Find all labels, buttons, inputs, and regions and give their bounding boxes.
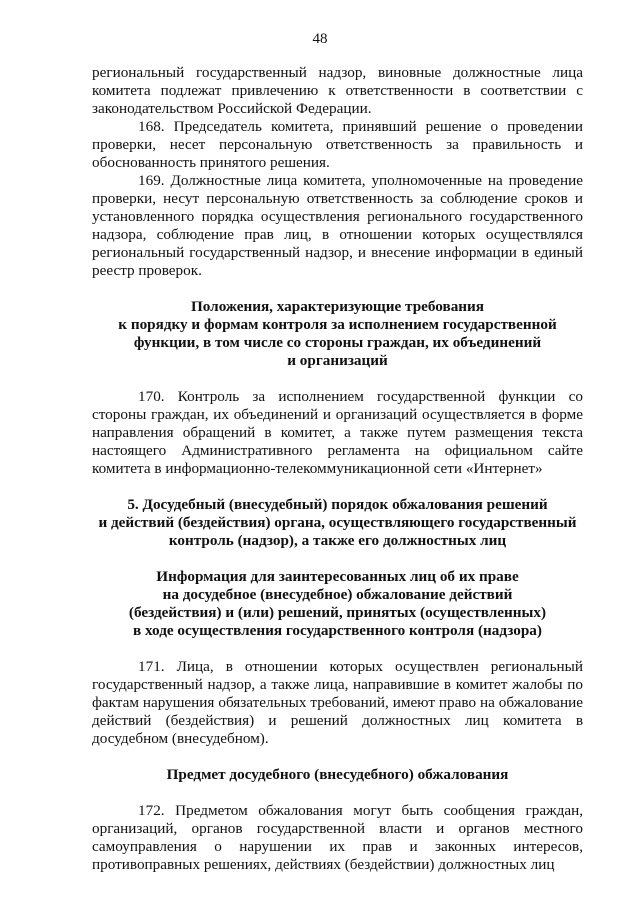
heading-line: в ходе осуществления государственного контроля (надзора) <box>133 622 542 639</box>
paragraph-172: 172. Предметом обжалования могут быть сообщения граждан, организаций, органов государственной власти и органов местного самоуправления о нарушении их прав и законных интересов, противоправных решениях, действиях (бездействии) должностных лиц <box>92 802 583 873</box>
heading-line: (бездействия) и (или) решений, принятых (осуществленных) <box>128 604 547 621</box>
heading-section-5 <box>92 496 583 550</box>
paragraph-171: 171. Лица, в отношении которых осуществлен региональный государственный надзор, а также лица, направившие в комитет жалобы по фактам нарушения обязательных требований, имеют право на обжалование действий (бездействия) и решений должностных лиц комитета в досудебном (внесудебном). <box>92 658 583 747</box>
paragraph-continuation: региональный государственный надзор, виновные должностные лица комитета подлежат привлечению к ответственности в соответствии с законодательством Российской Федерации. <box>92 64 583 117</box>
paragraph-169: 169. Должностные лица комитета, уполномоченные на проведение проверки, несут персональную ответственность за соблюдение сроков и установленного порядка осуществления регионального государственного надзора, соблюдение прав лиц, в отношении которых осуществлялся региональный государственный надзор, и внесение информации в единый реестр проверок. <box>92 172 583 279</box>
paragraph-170: 170. Контроль за исполнением государственной функции со стороны граждан, их объединений и организаций осуществляется в форме направления обращений в комитет, а также путем размещения текста настоящего Административного регламента на официальном сайте комитета в информационно-телекоммуникационной сети «Интернет» <box>92 388 583 477</box>
heading-line: Предмет досудебного (внесудебного) обжалования <box>166 766 509 783</box>
heading-appeal-information <box>92 568 583 640</box>
heading-line: и действий (бездействия) органа, осуществляющего государственный <box>98 514 577 531</box>
heading-line: на досудебное (внесудебное) обжалование действий <box>162 586 513 603</box>
heading-line: 5. Досудебный (внесудебный) порядок обжалования решений <box>127 496 548 513</box>
document-body <box>92 64 583 874</box>
heading-line: контроль (надзор), а также его должностных лиц <box>168 532 507 549</box>
heading-control-requirements <box>92 298 583 370</box>
heading-line: Положения, характеризующие требования <box>190 298 485 315</box>
heading-appeal-subject <box>92 766 583 784</box>
heading-line: к порядку и формам контроля за исполнением государственной <box>118 316 557 333</box>
paragraph-168: 168. Председатель комитета, принявший решение о проведении проверки, несет персональную ответственность за правильность и обоснованность принятого решения. <box>92 118 583 171</box>
page-number: 48 <box>312 31 328 47</box>
heading-line: функции, в том числе со стороны граждан, их объединений <box>133 334 542 351</box>
heading-line: и организаций <box>287 352 388 369</box>
heading-line: Информация для заинтересованных лиц об их праве <box>156 568 519 585</box>
